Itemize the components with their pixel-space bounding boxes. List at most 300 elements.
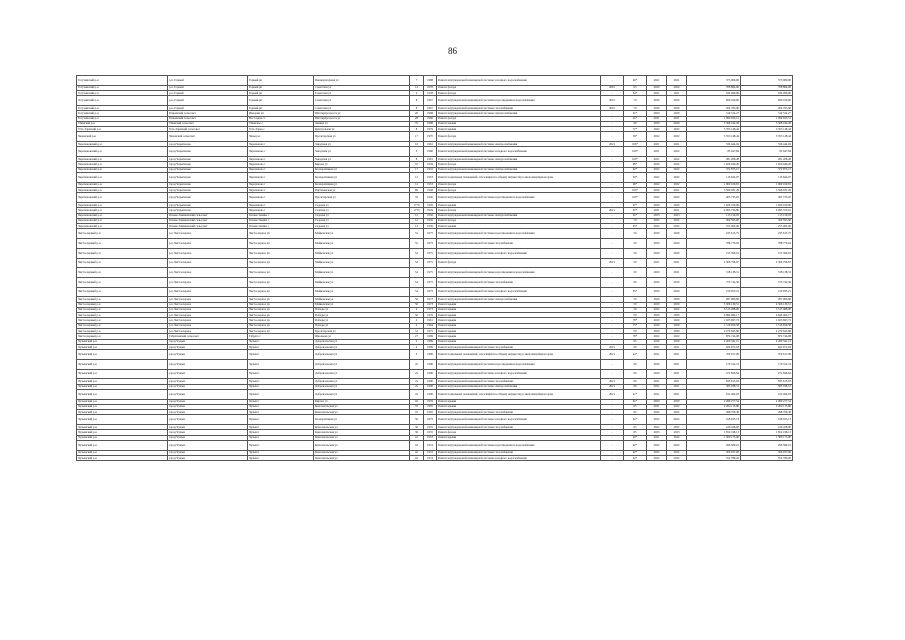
plan-end-year-cell: 2022: [667, 425, 687, 430]
cost-cell: 318 138,31: [687, 268, 741, 278]
plan-end-year-cell: 2022: [667, 193, 687, 203]
district-cell: Чулымский р-н: [77, 399, 168, 404]
year-built-cell: 1990: [424, 389, 437, 399]
year-built-cell: 1975: [424, 287, 437, 297]
settlement-cell: Чулым г: [248, 344, 314, 349]
street-cell: Садовая ул: [314, 218, 410, 223]
house-number-cell: 42: [410, 441, 424, 451]
municipality-cell: город Черепаново: [168, 173, 248, 183]
municipality-cell: р.п. Чистоозерное: [168, 258, 248, 268]
house-number-cell: 90: [410, 188, 424, 193]
cost-cell: 416 428,00: [687, 425, 741, 430]
municipality-cell: р.п. Чистоозерное: [168, 313, 248, 318]
settlement-cell: Горный рп: [248, 105, 314, 110]
total-cost-cell: 255 462,00: [741, 224, 793, 229]
street-cell: Майковская ул: [314, 297, 410, 302]
settlement-cell: Черепаново г: [248, 142, 314, 147]
table-row: [77, 239, 793, 249]
cost-cell: 585 938,31: [687, 384, 741, 389]
plan-start-year-cell: 2021: [647, 344, 667, 349]
settlement-cell: Чистоозерное рп: [248, 287, 314, 297]
street-cell: Пролетарская ул: [314, 132, 410, 142]
table-row: [77, 147, 793, 157]
last-repair-year-cell: -: [601, 435, 624, 440]
plan-start-year-cell: 2022: [647, 334, 667, 339]
municipality-cell: город Черепаново: [168, 147, 248, 157]
plan-end-year-cell: 2021: [667, 188, 687, 193]
cost-cell: 1 023 697,72: [687, 318, 741, 323]
house-number-cell: 52: [410, 239, 424, 249]
wear-percent-cell: 61*: [624, 415, 647, 425]
cost-cell: 296 580,19: [687, 441, 741, 451]
wear-percent-cell: 65: [624, 339, 647, 344]
street-cell: Добровольская ул: [314, 359, 410, 369]
wear-percent-cell: 70: [624, 96, 647, 106]
plan-end-year-cell: 2021: [667, 208, 687, 213]
wear-percent-cell: 50: [624, 258, 647, 268]
wear-percent-cell: 60: [624, 369, 647, 379]
street-cell: Комсомольская ул: [314, 435, 410, 440]
total-cost-cell: 3 368 244,28: [741, 121, 793, 126]
cost-cell: 116 624,07: [687, 173, 741, 183]
plan-end-year-cell: 2022: [667, 334, 687, 339]
last-repair-year-cell: -: [601, 313, 624, 318]
last-repair-year-cell: -: [601, 399, 624, 404]
district-cell: Чистоозерный р-н: [77, 307, 168, 312]
work-type-cell: Ремонт внутридомовой инженерной системы холодного водоснабжения: [437, 456, 601, 461]
settlement-cell: Чулым г: [248, 430, 314, 435]
plan-start-year-cell: 2023: [647, 213, 667, 218]
street-cell: Майковская ул: [314, 248, 410, 258]
wear-percent-cell: 50: [624, 268, 647, 278]
street-cell: Садовая ул: [314, 202, 410, 207]
settlement-cell: Чистоозерное рп: [248, 302, 314, 307]
house-number-cell: 2а: [410, 389, 424, 399]
settlement-cell: Чулым г: [248, 379, 314, 384]
plan-start-year-cell: 2020: [647, 302, 667, 307]
year-built-cell: 1929: [424, 202, 437, 207]
settlement-cell: Огнева Заимка с: [248, 224, 314, 229]
wear-percent-cell: 50: [624, 248, 647, 258]
last-repair-year-cell: -: [601, 162, 624, 167]
plan-end-year-cell: 2022: [667, 450, 687, 455]
house-number-cell: 4: [410, 318, 424, 323]
street-cell: Кирова ул: [314, 162, 410, 167]
plan-start-year-cell: 2021: [647, 384, 667, 389]
cost-cell: 2 204 115,80: [687, 404, 741, 409]
house-number-cell: 35: [410, 193, 424, 203]
last-repair-year-cell: -: [601, 193, 624, 203]
year-built-cell: 1976: [424, 399, 437, 404]
plan-end-year-cell: 2021: [667, 359, 687, 369]
wear-percent-cell: 65: [624, 85, 647, 90]
total-cost-cell: 4 209 341,15: [741, 339, 793, 344]
year-built-cell: 1975: [424, 258, 437, 268]
year-built-cell: 1955: [424, 430, 437, 435]
last-repair-year-cell: -: [601, 415, 624, 425]
table-row: [77, 193, 793, 203]
house-number-cell: 1770: [410, 208, 424, 213]
last-repair-year-cell: 2021: [601, 142, 624, 147]
work-type-cell: Ремонт фасада: [437, 85, 601, 90]
street-cell: Добровольская ул: [314, 339, 410, 344]
last-repair-year-cell: -: [601, 410, 624, 415]
street-cell: Майковская ул: [314, 302, 410, 307]
year-built-cell: 1973: [424, 302, 437, 307]
work-type-cell: Ремонт крыши: [437, 318, 601, 323]
street-cell: Победы ул: [314, 307, 410, 312]
plan-start-year-cell: 2021: [647, 142, 667, 147]
work-type-cell: Ремонт внутридомовой инженерной системы электроснабжения: [437, 111, 601, 116]
wear-percent-cell: 65: [624, 404, 647, 409]
cost-cell: 4 993 734,80: [687, 208, 741, 213]
street-cell: Центральная ул: [314, 127, 410, 132]
plan-start-year-cell: 2022: [647, 167, 667, 172]
municipality-cell: Огнево-Заимковский сельсовет: [168, 213, 248, 218]
total-cost-cell: 826 100,00: [741, 96, 793, 106]
last-repair-year-cell: -: [601, 323, 624, 328]
house-number-cell: 5: [410, 147, 424, 157]
municipality-cell: р.п. Чистоозерное: [168, 248, 248, 258]
house-number-cell: 36: [410, 430, 424, 435]
district-cell: Чистоозерный р-н: [77, 334, 168, 339]
plan-end-year-cell: 2022: [667, 147, 687, 157]
district-cell: Чулымский р-н: [77, 350, 168, 360]
house-number-cell: 111: [410, 399, 424, 404]
settlement-cell: Чистоозерное рп: [248, 297, 314, 302]
house-number-cell: 52: [410, 258, 424, 268]
house-number-cell: 76: [410, 404, 424, 409]
street-cell: Советская ул: [314, 85, 410, 90]
plan-end-year-cell: 2022: [667, 441, 687, 451]
year-built-cell: 1952: [424, 167, 437, 172]
municipality-cell: Табулгинский сельсовет: [168, 334, 248, 339]
cost-cell: 3 306 139,51: [687, 302, 741, 307]
wear-percent-cell: 100*: [624, 188, 647, 193]
year-built-cell: 1970: [424, 132, 437, 142]
street-cell: Комсомольская ул: [314, 430, 410, 435]
cost-cell: 159 053,21: [687, 287, 741, 297]
settlement-cell: Черепаново г: [248, 173, 314, 183]
cost-cell: 168 925,13: [687, 415, 741, 425]
work-type-cell: Ремонт внутридомовой инженерной системы электроснабжения: [437, 157, 601, 162]
total-cost-cell: 4 306 139,51: [741, 302, 793, 307]
municipality-cell: город Чулым: [168, 425, 248, 430]
municipality-cell: город Чулым: [168, 441, 248, 451]
plan-start-year-cell: 2022: [647, 127, 667, 132]
district-cell: Чулымский р-н: [77, 369, 168, 379]
year-built-cell: 1990: [424, 369, 437, 379]
district-cell: Чулымский р-н: [77, 456, 168, 461]
total-cost-cell: 1 300 173,00: [741, 435, 793, 440]
municipality-cell: город Черепаново: [168, 142, 248, 147]
municipality-cell: р.п. Горный: [168, 76, 248, 86]
street-cell: Комсомольская ул: [314, 425, 410, 430]
wear-percent-cell: 64*: [624, 90, 647, 95]
year-built-cell: 1990: [424, 379, 437, 384]
work-type-cell: Ремонт фасада: [437, 162, 601, 167]
plan-start-year-cell: 2020: [647, 277, 667, 287]
year-built-cell: 1953: [424, 182, 437, 187]
work-type-cell: Ремонт внутридомовой инженерной системы газоснабжения: [437, 425, 601, 430]
total-cost-cell: 1 516 650,58: [741, 323, 793, 328]
total-cost-cell: 612 464,03: [741, 389, 793, 399]
total-cost-cell: 3 513 488,00: [741, 307, 793, 312]
district-cell: Тогучинский р-н: [77, 111, 168, 116]
settlement-cell: Чистоозерное рп: [248, 258, 314, 268]
last-repair-year-cell: -: [601, 318, 624, 323]
district-cell: Чулымский р-н: [77, 410, 168, 415]
settlement-cell: Чистоозерное рп: [248, 229, 314, 239]
plan-end-year-cell: 2020: [667, 121, 687, 126]
last-repair-year-cell: 2021: [601, 379, 624, 384]
settlement-cell: Черепаново г: [248, 208, 314, 213]
cost-cell: 2 289 277,54: [687, 399, 741, 404]
wear-percent-cell: 65: [624, 410, 647, 415]
plan-start-year-cell: 2020: [647, 121, 667, 126]
last-repair-year-cell: -: [601, 90, 624, 95]
house-number-cell: 31: [410, 329, 424, 334]
settlement-cell: Чистоозерное рп: [248, 268, 314, 278]
cost-cell: 373 000,00: [687, 76, 741, 86]
total-cost-cell: 2 306 796,67: [741, 258, 793, 268]
street-cell: Садовая ул: [314, 208, 410, 213]
year-built-cell: 1953: [424, 435, 437, 440]
cost-cell: 1 300 173,00: [687, 435, 741, 440]
plan-start-year-cell: 2020: [647, 248, 667, 258]
total-cost-cell: 116 624,07: [741, 173, 793, 183]
plan-end-year-cell: 2020: [667, 297, 687, 302]
last-repair-year-cell: -: [601, 147, 624, 157]
house-number-cell: 12: [410, 182, 424, 187]
cost-cell: 835 615,03: [687, 379, 741, 384]
work-type-cell: Ремонт внутридомовой инженерной системы холодного водоснабжения: [437, 248, 601, 258]
last-repair-year-cell: -: [601, 268, 624, 278]
work-type-cell: Ремонт фасада: [437, 116, 601, 121]
table-row: [77, 76, 793, 86]
year-built-cell: 1990: [424, 359, 437, 369]
plan-end-year-cell: 2021: [667, 116, 687, 121]
work-type-cell: Ремонт крыши: [437, 127, 601, 132]
house-number-cell: 27: [410, 334, 424, 339]
year-built-cell: 1978: [424, 85, 437, 90]
plan-start-year-cell: 2021: [647, 116, 667, 121]
wear-percent-cell: 41*: [624, 389, 647, 399]
plan-start-year-cell: 2021: [647, 147, 667, 157]
municipality-cell: город Черепаново: [168, 167, 248, 172]
last-repair-year-cell: -: [601, 121, 624, 126]
year-built-cell: 1975: [424, 329, 437, 334]
work-type-cell: Ремонт внутридомовой инженерной системы водоотведения и водоснабжения: [437, 441, 601, 451]
wear-percent-cell: 100*: [624, 147, 647, 157]
house-number-cell: 42: [410, 450, 424, 455]
year-built-cell: 1967: [424, 96, 437, 106]
cost-cell: 3 596 931,29: [687, 188, 741, 193]
work-type-cell: Ремонт внутридомовой инженерной системы газоснабжения: [437, 239, 601, 249]
plan-end-year-cell: 2020: [667, 323, 687, 328]
total-cost-cell: 281 208,28: [741, 157, 793, 162]
total-cost-cell: 3 353 148,44: [741, 132, 793, 142]
work-type-cell: Ремонт внутридомовой инженерной системы электроснабжения: [437, 213, 601, 218]
settlement-cell: Чистоозерное рп: [248, 239, 314, 249]
cost-cell: 255 462,00: [687, 224, 741, 229]
table-row: [77, 287, 793, 297]
district-cell: Черепановский р-н: [77, 224, 168, 229]
district-cell: Чулымский р-н: [77, 359, 168, 369]
plan-end-year-cell: 2020: [667, 318, 687, 323]
plan-end-year-cell: 2022: [667, 173, 687, 183]
wear-percent-cell: 97*: [624, 202, 647, 207]
plan-end-year-cell: 2023: [667, 213, 687, 218]
table-row: [77, 229, 793, 239]
settlement-cell: Горный рп: [248, 90, 314, 95]
year-built-cell: 1978: [424, 90, 437, 95]
district-cell: Черепановский р-н: [77, 188, 168, 193]
plan-end-year-cell: 2021: [667, 344, 687, 349]
street-cell: Добровольская ул: [314, 384, 410, 389]
street-cell: Кооперативная ул: [314, 182, 410, 187]
cost-cell: 3 353 148,44: [687, 127, 741, 132]
plan-start-year-cell: 2020: [647, 111, 667, 116]
street-cell: Садовая ул: [314, 213, 410, 218]
house-number-cell: 76: [410, 121, 424, 126]
plan-end-year-cell: 2020: [667, 229, 687, 239]
work-type-cell: Ремонт внутридомовой инженерной системы газоснабжения: [437, 450, 601, 455]
municipality-cell: р.п. Чистоозерное: [168, 329, 248, 334]
work-type-cell: Ремонт внутридомовой инженерной системы водоотведения и водоснабжения: [437, 359, 601, 369]
district-cell: Тогучинский р-н: [77, 116, 168, 121]
total-cost-cell: 373 000,00: [741, 76, 793, 86]
cost-cell: 934 990,00: [687, 90, 741, 95]
street-cell: Заводская ул: [314, 142, 410, 147]
plan-end-year-cell: 2021: [667, 142, 687, 147]
cost-cell: 287 960,86: [687, 297, 741, 302]
total-cost-cell: 1 023 697,72: [741, 318, 793, 323]
total-cost-cell: 287 960,86: [741, 297, 793, 302]
district-cell: Чулымский р-н: [77, 339, 168, 344]
year-built-cell: 1940: [424, 193, 437, 203]
cost-cell: 4 209 341,15: [687, 339, 741, 344]
year-built-cell: 1973: [424, 307, 437, 312]
district-cell: Черепановский р-н: [77, 208, 168, 213]
total-cost-cell: 296 580,19: [741, 441, 793, 451]
total-cost-cell: 709 617,09: [741, 350, 793, 360]
table-row: [77, 415, 793, 425]
cost-cell: 708 864,00: [687, 85, 741, 90]
street-cell: Кооперативная ул: [314, 167, 410, 172]
work-type-cell: Ремонт крыши: [437, 313, 601, 318]
house-number-cell: 10: [410, 162, 424, 167]
plan-end-year-cell: 2022: [667, 307, 687, 312]
work-type-cell: Ремонт крыши: [437, 121, 601, 126]
plan-end-year-cell: 2021: [667, 384, 687, 389]
work-type-cell: Ремонт внутридомовой инженерной системы электроснабжения: [437, 142, 601, 147]
year-built-cell: 1989: [424, 344, 437, 349]
table-row: [77, 456, 793, 461]
house-number-cell: 76: [410, 410, 424, 415]
work-type-cell: Ремонт внутридомовой инженерной системы холодного водоснабжения: [437, 287, 601, 297]
plan-start-year-cell: 2022: [647, 425, 667, 430]
plan-end-year-cell: 2020: [667, 399, 687, 404]
house-number-cell: 20: [410, 111, 424, 116]
last-repair-year-cell: -: [601, 213, 624, 218]
total-cost-cell: 788 779,04: [741, 239, 793, 249]
last-repair-year-cell: -: [601, 287, 624, 297]
settlement-cell: Чулым г: [248, 441, 314, 451]
district-cell: Чулымский р-н: [77, 389, 168, 399]
plan-start-year-cell: 2021: [647, 389, 667, 399]
house-number-cell: 36: [410, 425, 424, 430]
work-type-cell: Ремонт крыши: [437, 404, 601, 409]
municipality-cell: р.п. Чистоозерное: [168, 318, 248, 323]
table-row: [77, 132, 793, 142]
settlement-cell: Горный рп: [248, 76, 314, 86]
wear-percent-cell: 50: [624, 313, 647, 318]
street-cell: Школьная ул: [314, 334, 410, 339]
plan-end-year-cell: 2022: [667, 162, 687, 167]
plan-start-year-cell: 2020: [647, 323, 667, 328]
house-number-cell: 56: [410, 415, 424, 425]
cost-cell: 788 779,04: [687, 239, 741, 249]
cost-cell: 83 047,84: [687, 147, 741, 157]
settlement-cell: Горный рп: [248, 96, 314, 106]
year-built-cell: 1973: [424, 297, 437, 302]
year-built-cell: 1953: [424, 173, 437, 183]
last-repair-year-cell: -: [601, 224, 624, 229]
total-cost-cell: 585 938,31: [741, 384, 793, 389]
table-row: [77, 258, 793, 268]
house-number-cell: 8: [410, 96, 424, 106]
year-built-cell: 1961: [424, 157, 437, 162]
district-cell: Чистоозерный р-н: [77, 329, 168, 334]
wear-percent-cell: 65: [624, 425, 647, 430]
year-built-cell: 1961: [424, 142, 437, 147]
municipality-cell: Чановский сельсовет: [168, 132, 248, 142]
last-repair-year-cell: -: [601, 339, 624, 344]
wear-percent-cell: 92*: [624, 450, 647, 455]
plan-start-year-cell: 2021: [647, 76, 667, 86]
work-type-cell: Ремонт фасада: [437, 188, 601, 193]
plan-start-year-cell: 2020: [647, 188, 667, 193]
plan-end-year-cell: 2021: [667, 258, 687, 268]
cost-cell: 113 159,03: [687, 213, 741, 218]
wear-percent-cell: 92*: [624, 435, 647, 440]
cost-cell: 1 629 100,00: [687, 202, 741, 207]
total-cost-cell: 835 615,03: [741, 379, 793, 384]
last-repair-year-cell: -: [601, 182, 624, 187]
year-built-cell: 1959: [424, 162, 437, 167]
street-cell: Добровольская ул: [314, 344, 410, 349]
municipality-cell: город Чулым: [168, 450, 248, 455]
year-built-cell: 1961: [424, 318, 437, 323]
work-type-cell: Ремонт фасада: [437, 218, 601, 223]
house-number-cell: 56: [410, 297, 424, 302]
year-built-cell: 1929: [424, 208, 437, 213]
settlement-cell: Убинское с: [248, 121, 314, 126]
house-number-cell: 2: [410, 344, 424, 349]
plan-end-year-cell: 2020: [667, 202, 687, 207]
cost-cell: 3 513 488,00: [687, 307, 741, 312]
plan-start-year-cell: 2022: [647, 307, 667, 312]
work-type-cell: Ремонт крыши: [437, 202, 601, 207]
district-cell: Черепановский р-н: [77, 142, 168, 147]
settlement-cell: Чулым г: [248, 404, 314, 409]
house-number-cell: 56: [410, 302, 424, 307]
plan-start-year-cell: 2020: [647, 313, 667, 318]
district-cell: Чулымский р-н: [77, 425, 168, 430]
district-cell: Тогучинский р-н: [77, 96, 168, 106]
district-cell: Чистоозерный р-н: [77, 302, 168, 307]
